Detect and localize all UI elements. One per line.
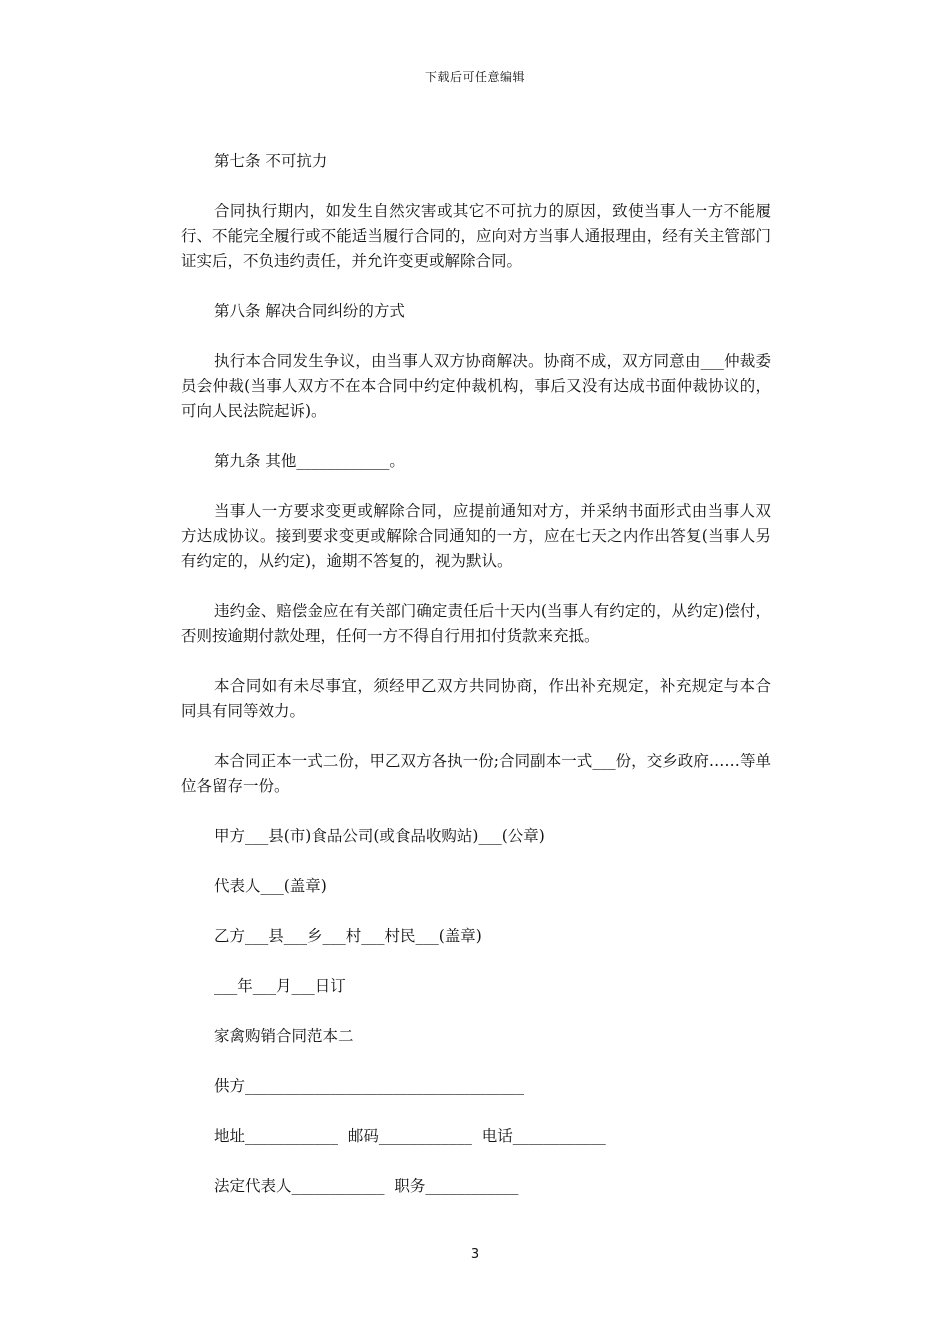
- article-9-title: 第九条 其他____________。: [214, 452, 405, 470]
- address-postcode-phone-line: 地址____________ 邮码____________ 电话____________: [214, 1127, 606, 1145]
- template-2-title: 家禽购销合同范本二: [214, 1027, 354, 1045]
- supplement-paragraph: 本合同如有未尽事宜，须经甲乙双方共同协商，作出补充规定，补充规定与本合同具有同等效力。: [181, 677, 771, 720]
- legal-representative-line: 法定代表人____________ 职务____________: [214, 1177, 519, 1195]
- representative-signature-line: 代表人___(盖章): [214, 877, 327, 895]
- contract-change-paragraph: 当事人一方要求变更或解除合同，应提前通知对方，并采纳书面形式由当事人双方达成协议。接到要求变更或解除合同通知的一方，应在七天之内作出答复(当事人另有约定的，从约定)，逾期不答复的，视为默认。: [181, 502, 771, 570]
- article-8-title: 第八条 解决合同纠纷的方式: [214, 302, 405, 320]
- copies-paragraph: 本合同正本一式二份，甲乙双方各执一份;合同副本一式___份，交乡政府……等单位各留存一份。: [181, 752, 771, 795]
- date-line: ___年___月___日订: [214, 977, 346, 995]
- party-b-signature-line: 乙方___县___乡___村___村民___(盖章): [214, 927, 482, 945]
- article-8-body: 执行本合同发生争议，由当事人双方协商解决。协商不成，双方同意由___仲裁委员会仲裁(当事人双方不在本合同中约定仲裁机构，事后又没有达成书面仲裁协议的，可向人民法院起诉)。: [181, 352, 771, 420]
- article-7-title: 第七条 不可抗力: [214, 152, 328, 170]
- page-number: 3: [470, 1247, 480, 1262]
- document-body: [181, 149, 771, 1224]
- penalty-paragraph: 违约金、赔偿金应在有关部门确定责任后十天内(当事人有约定的，从约定)偿付，否则按逾期付款处理，任何一方不得自行用扣付货款来充抵。: [181, 602, 771, 645]
- supplier-field-line: 供方____________________________________: [214, 1077, 525, 1095]
- party-a-signature-line: 甲方___县(市)食品公司(或食品收购站)___(公章): [214, 827, 545, 845]
- page-header-note: 下载后可任意编辑: [424, 70, 525, 84]
- article-7-body: 合同执行期内，如发生自然灾害或其它不可抗力的原因，致使当事人一方不能履行、不能完全履行或不能适当履行合同的，应向对方当事人通报理由，经有关主管部门证实后，不负违约责任，并允许变更或解除合同。: [181, 202, 771, 270]
